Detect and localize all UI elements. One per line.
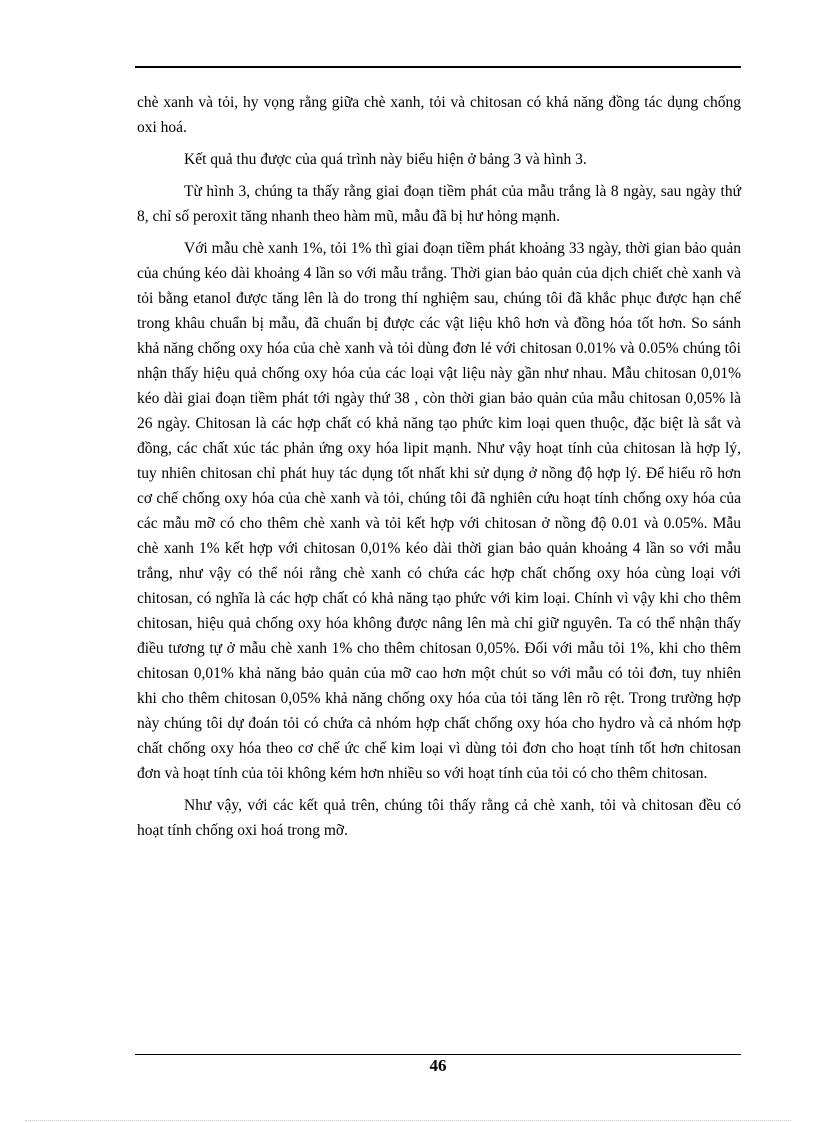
page-number: 46	[429, 1056, 447, 1075]
paragraph-conclusion: Như vậy, với các kết quả trên, chúng tôi thấy rằng cả chè xanh, tỏi và chitosan đều có hoạt tính chống oxi hoá trong mỡ.	[137, 797, 741, 839]
paragraph-continuation: chè xanh và tỏi, hy vọng rằng giữa chè xanh, tỏi và chitosan có khả năng đồng tác dụng chống oxi hoá.	[137, 94, 741, 136]
paragraph-discussion: Với mẫu chè xanh 1%, tỏi 1% thì giai đoạn tiềm phát khoảng 33 ngày, thời gian bảo quản của chúng kéo dài khoảng 4 lần so với mẫu trắng. Thời gian bảo quản của dịch chiết chè xanh và tỏi bằng etanol được tăng lên là do trong thí nghiệm sau, chúng tôi đã khắc phục được hạn chế trong khâu chuẩn bị mẫu, đã chuẩn bị được các vật liệu khô hơn và đồng hóa tốt hơn. So sánh khả năng chống oxy hóa của chè xanh và tỏi dùng đơn lẻ với chitosan 0.01% và 0.05% chúng tôi nhận thấy hiệu quả chống oxy hóa của các loại vật liệu này gần như nhau. Mẫu chitosan 0,01% kéo dài giai đoạn tiềm phát tới ngày thứ 38 , còn thời gian bảo quản của mẫu chitosan 0,05% là 26 ngày. Chitosan là các hợp chất có khả năng tạo phức kim loại quen thuộc, đặc biệt là sắt và đồng, các chất xúc tác phản ứng oxy hóa lipit mạnh. Như vậy hoạt tính của chitosan là hợp lý, tuy nhiên chitosan chỉ phát huy tác dụng tốt nhất khi sử dụng ở nồng độ hợp lý. Để hiểu rõ hơn cơ chế chống oxy hóa của chè xanh và tỏi, chúng tôi đã nghiên cứu hoạt tính chống oxy hóa của các mẫu mỡ có cho thêm chè xanh và tỏi kết hợp với chitosan ở nồng độ 0.01 và 0.05%. Mẫu chè xanh 1% kết hợp với chitosan 0,01% kéo dài thời gian bảo quản khoảng 4 lần so với mẫu trắng, như vậy có thể nói rằng chè xanh có chứa các hợp chất chống oxy hóa cùng loại với chitosan, có nghĩa là các hợp chất có khả năng tạo phức với kim loại. Chính vì vậy khi cho thêm chitosan, hiệu quả chống oxy hóa không được nâng lên mà chỉ giữ nguyên. Ta có thể nhận thấy điều tương tự ở mẫu chè xanh 1% cho thêm chitosan 0,05%. Đối với mẫu tỏi 1%, khi cho thêm chitosan 0,01% khả năng bảo quản của mỡ cao hơn một chút so với mẫu có tỏi đơn, tuy nhiên khi cho thêm chitosan 0,05% khả năng chống oxy hóa của tỏi tăng lên rõ rệt. Trong trường hợp này chúng tôi dự đoán tỏi có chứa cả nhóm hợp chất chống oxy hóa cho hydro và cả nhóm hợp chất chống oxy hóa theo cơ chế ức chế kim loại vì dùng tỏi đơn cho hoạt tính tốt hơn chitosan đơn và hoạt tính của tỏi không kém hơn nhiều so với hoạt tính của tỏi có cho thêm chitosan.	[137, 240, 741, 782]
paragraph-figure-observation: Từ hình 3, chúng ta thấy rằng giai đoạn tiềm phát của mẫu trắng là 8 ngày, sau ngày thứ 8, chỉ số peroxit tăng nhanh theo hàm mũ, mẫu đã bị hư hỏng mạnh.	[137, 183, 741, 225]
header-rule	[135, 66, 741, 68]
paragraph-results-intro: Kết quả thu được của quá trình này biểu hiện ở bảng 3 và hình 3.	[184, 151, 587, 168]
page-edge-divider	[25, 1120, 791, 1121]
document-body	[137, 90, 741, 850]
